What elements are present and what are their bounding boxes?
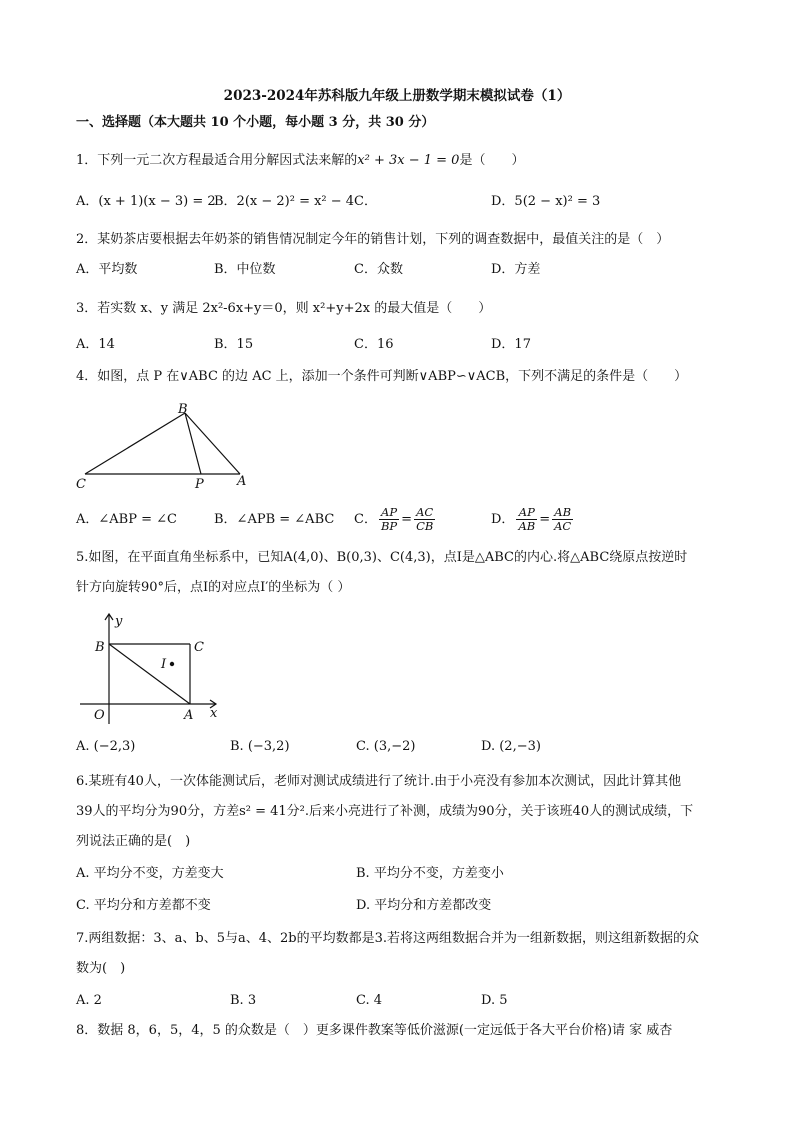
q4-c-prefix: C． <box>354 512 377 527</box>
label-c: C <box>76 477 86 490</box>
q7-option-c[interactable]: C. 4 <box>356 993 383 1008</box>
question-4-stem: 4．如图，点 P 在∨ABC 的边 AC 上，添加一个条件可判断∨ABP∽∨ACB，下列不满足的条件是（ ） <box>76 369 688 384</box>
question-1-stem <box>76 151 524 171</box>
question-6-stem-line-2: 39人的平均分为90分，方差s² = 41分².后来小亮进行了补测，成绩为90分，关于该班40人的测试成绩，下 <box>76 804 694 819</box>
q4-option-c[interactable] <box>354 501 437 539</box>
label-c: C <box>194 640 204 655</box>
q1-option-a[interactable]: A．(x + 1)(x − 3) = 2 <box>76 194 216 209</box>
q4-d-prefix: D． <box>491 512 515 527</box>
page-title: 2023-2024年苏科版九年级上册数学期末模拟试卷（1） <box>223 88 571 104</box>
q2-option-a[interactable]: A．平均数 <box>76 262 138 277</box>
q4-option-a[interactable]: A．∠ABP = ∠C <box>76 512 177 527</box>
q5-option-a[interactable]: A. (−2,3) <box>76 739 136 754</box>
q4-d-fraction-left: $\frac{AP}{AB}$ <box>518 505 536 533</box>
label-b: B <box>95 640 105 655</box>
q3-option-a[interactable]: A．14 <box>76 337 115 352</box>
q4-d-equals: = <box>539 512 551 527</box>
q1-stem-tail: 是（ ） <box>459 153 525 168</box>
q7-option-b[interactable]: B. 3 <box>230 993 257 1008</box>
label-b: B <box>178 402 188 417</box>
q4-c-fraction-left: $\frac{AP}{BP}$ <box>380 505 398 533</box>
edge-cb <box>85 413 185 474</box>
q2-option-d[interactable]: D．方差 <box>491 262 541 277</box>
label-p: P <box>195 477 204 490</box>
q7-option-d[interactable]: D. 5 <box>481 993 508 1008</box>
question-8-stem: 8．数据 8，6，5，4，5 的众数是（ ）更多课件教案等低价滋源(一定远低于各大平台价格)请 家 威杏 <box>76 1023 673 1038</box>
question-5-stem-line-2: 针方向旋转90°后，点I的对应点I′的坐标为（ ） <box>76 580 351 595</box>
question-6-stem-line-3: 列说法正确的是( ) <box>76 834 191 849</box>
label-o: O <box>94 708 105 723</box>
q5-option-b[interactable]: B. (−3,2) <box>230 739 290 754</box>
q2-option-b[interactable]: B．中位数 <box>214 262 276 277</box>
q4-c-equals: = <box>401 512 413 527</box>
label-i: I <box>161 657 167 672</box>
q1-option-d[interactable]: D．5(2 − x)² = 3 <box>491 194 601 209</box>
label-y: y <box>115 614 123 629</box>
q7-option-a[interactable]: A. 2 <box>76 993 102 1008</box>
q3-option-b[interactable]: B．15 <box>214 337 254 352</box>
q1-option-c[interactable]: C． <box>354 194 377 209</box>
q4-d-fraction-right: $\frac{AB}{AC}$ <box>554 505 572 533</box>
label-a: A <box>237 474 247 489</box>
q3-option-d[interactable]: D．17 <box>491 337 531 352</box>
label-x: x <box>210 706 218 721</box>
question-2-stem: 2．某奶茶店要根据去年奶茶的销售情况制定今年的销售计划，下列的调查数据中，最值关注的是（ ） <box>76 232 670 247</box>
question-7-stem-line-1: 7.两组数据：3、a、b、5与a、4、2b的平均数都是3.若将这两组数据合并为一组新数据，则这组新数据的众 <box>76 931 700 946</box>
q6-option-a[interactable]: A. 平均分不变，方差变大 <box>76 866 224 881</box>
q6-option-d[interactable]: D. 平均分和方差都改变 <box>356 898 492 913</box>
q1-equation: x² + 3x − 1 = 0 <box>357 153 460 168</box>
q5-option-d[interactable]: D. (2,−3) <box>481 739 541 754</box>
q1-stem-text: 1．下列一元二次方程最适合用分解因式法来解的 <box>76 153 358 168</box>
q4-option-b[interactable]: B．∠APB = ∠ABC <box>214 512 335 527</box>
q4-option-d[interactable] <box>491 501 575 539</box>
label-a: A <box>184 708 194 723</box>
q2-option-c[interactable]: C．众数 <box>354 262 403 277</box>
q3-option-c[interactable]: C．16 <box>354 337 394 352</box>
q5-option-c[interactable]: C. (3,−2) <box>356 739 416 754</box>
question-3-stem: 3．若实数 x、y 满足 2x²-6x+y＝0，则 x²+y+2x 的最大值是（ ） <box>76 301 492 316</box>
question-7-stem-line-2: 数为( ) <box>76 961 126 976</box>
q6-option-b[interactable]: B. 平均分不变，方差变小 <box>356 866 504 881</box>
coordinate-figure <box>74 608 234 728</box>
triangle-figure <box>74 398 254 490</box>
section-heading: 一、选择题（本大题共 10 个小题，每小题 3 分，共 30 分） <box>76 115 435 130</box>
incenter-point <box>170 662 174 666</box>
q1-option-b[interactable]: B．2(x − 2)² = x² − 4 <box>214 194 355 209</box>
q4-c-fraction-right: $\frac{AC}{CB}$ <box>416 505 434 533</box>
question-5-stem-line-1: 5.如图，在平面直角坐标系中，已知A(4,0)、B(0,3)、C(4,3)，点I是△ABC的内心.将△ABC绕原点按逆时 <box>76 550 688 565</box>
segment-ba <box>109 644 190 704</box>
question-6-stem-line-1: 6.某班有40人，一次体能测试后，老师对测试成绩进行了统计.由于小亮没有参加本次测试，因此计算其他 <box>76 774 682 789</box>
q6-option-c[interactable]: C. 平均分和方差都不变 <box>76 898 211 913</box>
